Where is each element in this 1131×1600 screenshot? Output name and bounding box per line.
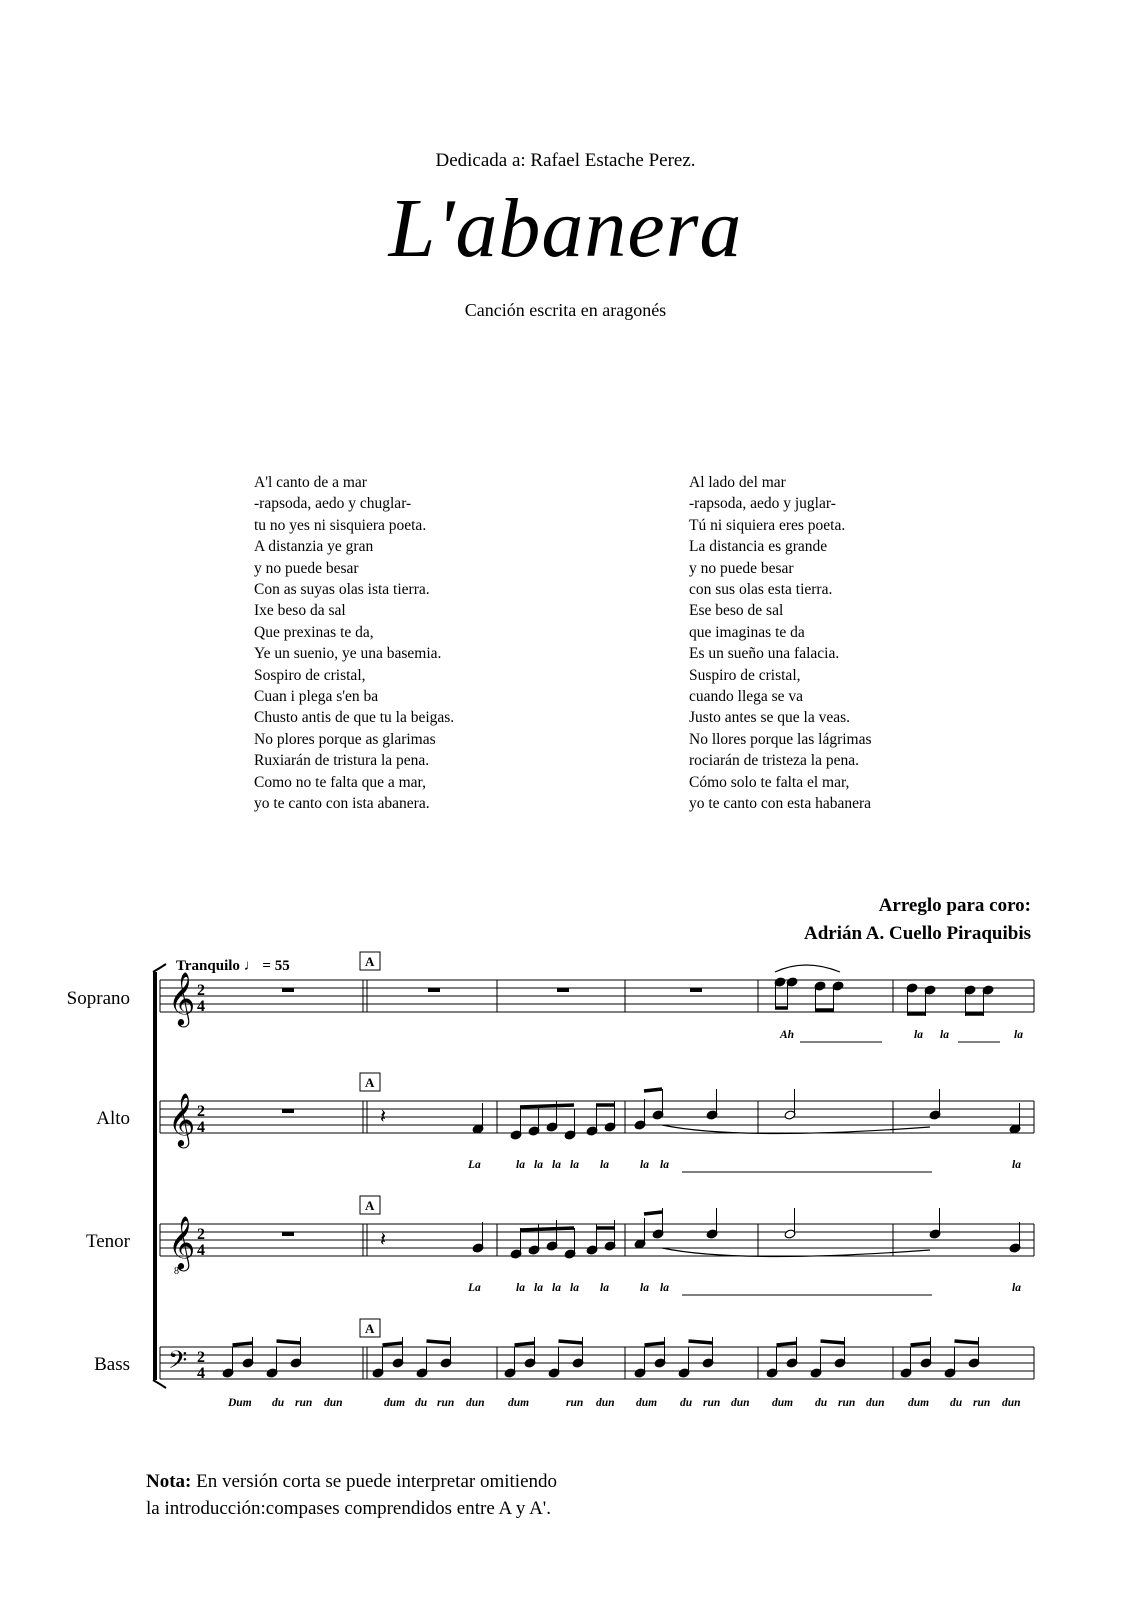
note-footer bbox=[146, 1468, 557, 1522]
lyric-syllable: run bbox=[703, 1397, 721, 1409]
lyric-line: Ye un suenio, ye una basemia. bbox=[254, 645, 442, 663]
subtitle: Canción escrita en aragonés bbox=[464, 300, 667, 320]
time-signature-top: 2 bbox=[197, 1226, 205, 1243]
slur bbox=[775, 965, 840, 972]
lyric-line: Tú ni siquiera eres poeta. bbox=[689, 516, 846, 534]
lyric-syllable: run bbox=[973, 1397, 991, 1409]
lyric-syllable: du bbox=[950, 1397, 963, 1409]
note-beam bbox=[955, 1341, 979, 1343]
lyric-line: Con as suyas olas ista tierra. bbox=[254, 581, 430, 599]
lyric-syllable: du bbox=[415, 1397, 428, 1409]
lyric-syllable: la bbox=[640, 1282, 649, 1294]
lyric-syllable: du bbox=[272, 1397, 285, 1409]
lyric-syllable: du bbox=[815, 1397, 828, 1409]
tempo-text: Tranquilo bbox=[176, 958, 240, 974]
note-beam bbox=[645, 1343, 665, 1345]
lyric-syllable: du bbox=[680, 1397, 693, 1409]
lyric-line: Ruxiarán de tristura la pena. bbox=[254, 752, 430, 770]
voice-name-bass: Bass bbox=[94, 1354, 130, 1375]
lyric-line: con sus olas esta tierra. bbox=[689, 581, 833, 599]
rehearsal-mark: A bbox=[365, 1198, 375, 1213]
lyric-line: Chusto antis de que tu la beigas. bbox=[254, 709, 455, 727]
lyric-line: A distanzia ye gran bbox=[254, 538, 374, 556]
lyric-syllable: la bbox=[552, 1159, 561, 1171]
whole-rest bbox=[557, 988, 569, 992]
quarter-note-icon: ♩ bbox=[243, 958, 259, 974]
note-beam bbox=[559, 1341, 583, 1343]
lyric-syllable: la bbox=[940, 1029, 949, 1041]
tie bbox=[662, 1125, 930, 1134]
whole-rest bbox=[428, 988, 440, 992]
lyric-syllable: dum bbox=[384, 1397, 406, 1409]
note-text-line2: la introducción:compases comprendidos entre A y A'. bbox=[146, 1498, 551, 1519]
lyric-line: -rapsoda, aedo y chuglar- bbox=[254, 495, 412, 513]
whole-rest bbox=[282, 988, 294, 992]
lyric-syllable: dun bbox=[866, 1397, 885, 1409]
dedication: Dedicada a: Rafael Estache Perez. bbox=[435, 150, 696, 171]
note-beam bbox=[277, 1341, 301, 1343]
lyric-syllable: Ah bbox=[780, 1029, 795, 1041]
lyric-line: yo te canto con esta habanera bbox=[689, 795, 872, 813]
lyric-line: rociarán de tristeza la pena. bbox=[689, 752, 859, 770]
lyric-line: Suspiro de cristal, bbox=[689, 666, 801, 684]
lyric-syllable: dun bbox=[731, 1397, 750, 1409]
whole-rest bbox=[282, 1109, 294, 1113]
lyric-syllable: la bbox=[534, 1159, 543, 1171]
lyric-syllable: la bbox=[1012, 1282, 1021, 1294]
arranger-name: Adrián A. Cuello Piraquibis bbox=[804, 923, 1031, 944]
note-beam bbox=[520, 1105, 574, 1107]
arranger-line1: Arreglo para coro: bbox=[878, 895, 1031, 916]
lyric-syllable: dun bbox=[596, 1397, 615, 1409]
lyric-line: Justo antes se que la veas. bbox=[689, 709, 850, 727]
note-beam bbox=[777, 1343, 797, 1345]
time-signature-bottom: 4 bbox=[197, 998, 205, 1015]
lyric-syllable: la bbox=[660, 1282, 669, 1294]
lyric-syllable: Dum bbox=[228, 1397, 252, 1409]
rehearsal-mark: A bbox=[365, 1321, 375, 1336]
lyric-syllable: la bbox=[1012, 1159, 1021, 1171]
time-signature-top: 2 bbox=[197, 1103, 205, 1120]
note-beam bbox=[520, 1228, 574, 1230]
note-beam bbox=[644, 1212, 662, 1214]
lyric-syllable: run bbox=[838, 1397, 856, 1409]
lyric-syllable: La bbox=[468, 1159, 481, 1171]
treble-clef-icon: 𝄞 bbox=[168, 1094, 196, 1145]
note-beam bbox=[383, 1343, 403, 1345]
quarter-rest-icon: 𝄽 bbox=[380, 1106, 387, 1128]
lyric-line: -rapsoda, aedo y juglar- bbox=[689, 495, 836, 513]
page-title: L'abanera bbox=[388, 182, 743, 275]
lyric-syllable: la bbox=[1014, 1029, 1023, 1041]
lyric-syllable: la bbox=[914, 1029, 923, 1041]
lyric-line: Al lado del mar bbox=[689, 474, 786, 491]
note-beam bbox=[644, 1089, 662, 1091]
time-signature-bottom: 4 bbox=[197, 1242, 205, 1259]
voice-name-tenor: Tenor bbox=[85, 1231, 130, 1252]
lyric-line: Como no te falta que a mar, bbox=[254, 773, 426, 791]
lyric-line: Ese beso de sal bbox=[689, 602, 784, 620]
treble-clef-icon: 𝄞 bbox=[168, 973, 196, 1024]
note-beam bbox=[689, 1341, 713, 1343]
lyric-syllable: la bbox=[552, 1282, 561, 1294]
lyric-syllable: la bbox=[534, 1282, 543, 1294]
whole-rest bbox=[282, 1232, 294, 1236]
lyric-syllable: la bbox=[570, 1159, 579, 1171]
lyric-line: tu no yes ni sisquiera poeta. bbox=[254, 516, 427, 534]
time-signature-top: 2 bbox=[197, 982, 205, 999]
time-signature-top: 2 bbox=[197, 1349, 205, 1366]
rehearsal-mark: A bbox=[365, 954, 375, 969]
lyric-syllable: run bbox=[437, 1397, 455, 1409]
lyric-syllable: La bbox=[468, 1282, 481, 1294]
lyric-syllable: la bbox=[600, 1282, 609, 1294]
quarter-rest-icon: 𝄽 bbox=[380, 1229, 387, 1251]
lyric-line: Que prexinas te da, bbox=[254, 623, 374, 641]
treble-clef-icon: 𝄞 bbox=[168, 1217, 196, 1268]
lyric-line: A'l canto de a mar bbox=[254, 474, 367, 491]
lyric-line: y no puede besar bbox=[689, 559, 794, 577]
voice-name-alto: Alto bbox=[96, 1108, 130, 1129]
voice-name-soprano: Soprano bbox=[66, 988, 130, 1009]
rehearsal-mark: A bbox=[365, 1075, 375, 1090]
lyric-line: Es un sueño una falacia. bbox=[689, 645, 840, 663]
lyric-line: Cuan i plega s'en ba bbox=[254, 688, 379, 706]
lyric-line: Ixe beso da sal bbox=[254, 602, 346, 620]
lyric-syllable: run bbox=[566, 1397, 584, 1409]
time-signature-bottom: 4 bbox=[197, 1365, 205, 1382]
whole-rest bbox=[690, 988, 702, 992]
lyric-syllable: dum bbox=[508, 1397, 530, 1409]
tempo-value: = 55 bbox=[262, 958, 290, 974]
lyric-syllable: la bbox=[516, 1282, 525, 1294]
lyric-syllable: dum bbox=[772, 1397, 794, 1409]
lyric-line: No llores porque las lágrimas bbox=[689, 730, 872, 748]
tie bbox=[662, 1248, 930, 1257]
bass-clef-icon: 𝄢 bbox=[168, 1347, 188, 1380]
lyric-line: que imaginas te da bbox=[689, 623, 805, 641]
octave-mark: 8 bbox=[174, 1266, 179, 1277]
lyric-syllable: la bbox=[640, 1159, 649, 1171]
lyric-line: La distancia es grande bbox=[689, 538, 828, 556]
note-text-line1: En versión corta se puede interpretar omitiendo bbox=[191, 1471, 558, 1492]
bracket-bottom bbox=[153, 1380, 166, 1388]
lyric-line: No plores porque as glarimas bbox=[254, 730, 436, 748]
lyric-line: cuando llega se va bbox=[689, 688, 804, 706]
time-signature-bottom: 4 bbox=[197, 1119, 205, 1136]
note-beam bbox=[427, 1341, 451, 1343]
lyric-line: y no puede besar bbox=[254, 559, 359, 577]
lyric-syllable: dun bbox=[324, 1397, 343, 1409]
note-beam bbox=[233, 1343, 253, 1345]
bracket-top bbox=[153, 964, 166, 972]
note-beam bbox=[821, 1341, 845, 1343]
lyric-syllable: run bbox=[295, 1397, 313, 1409]
lyric-syllable: la bbox=[660, 1159, 669, 1171]
lyric-line: yo te canto con ista abanera. bbox=[254, 795, 430, 813]
lyric-syllable: dun bbox=[1002, 1397, 1021, 1409]
note-beam bbox=[515, 1343, 535, 1345]
lyric-line: Cómo solo te falta el mar, bbox=[689, 773, 850, 791]
note-label: Nota: bbox=[146, 1471, 192, 1492]
lyric-syllable: dum bbox=[636, 1397, 658, 1409]
lyric-syllable: la bbox=[570, 1282, 579, 1294]
lyric-syllable: dun bbox=[466, 1397, 485, 1409]
lyric-line: Sospiro de cristal, bbox=[254, 666, 366, 684]
lyric-syllable: la bbox=[600, 1159, 609, 1171]
lyric-syllable: dum bbox=[908, 1397, 930, 1409]
note-beam bbox=[911, 1343, 931, 1345]
lyric-syllable: la bbox=[516, 1159, 525, 1171]
